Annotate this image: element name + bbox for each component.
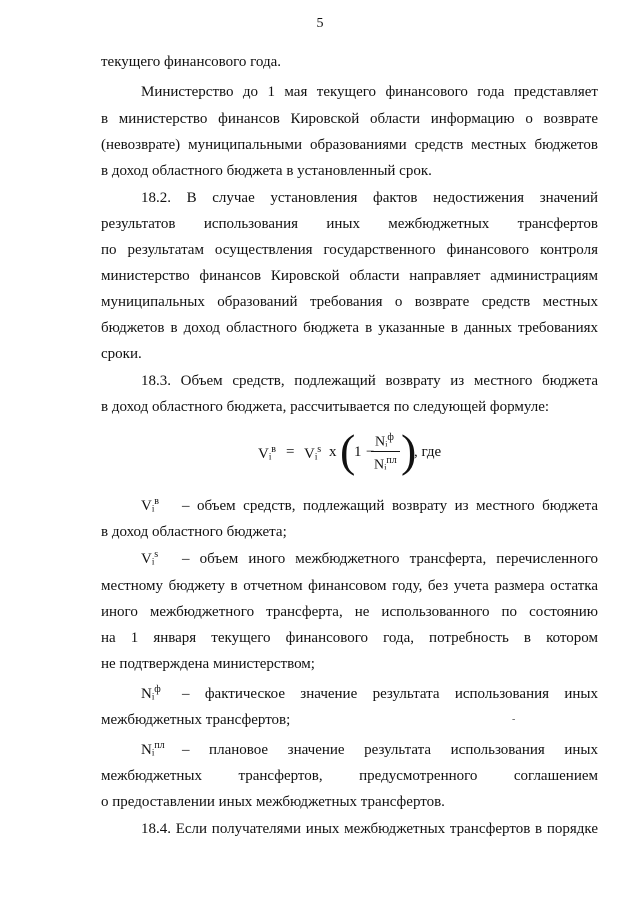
paragraph-line: о предоставлении иных межбюджетных трансфертов.	[101, 794, 445, 810]
paragraph-line: 18.3. Объем средств, подлежащий возврату из местного бюджета	[141, 373, 598, 389]
paragraph-line: текущего финансового года.	[101, 54, 282, 70]
paragraph-line: в доход областного бюджета, рассчитывается по следующей формуле:	[101, 399, 550, 415]
paragraph-line: в доход областного бюджета;	[101, 524, 287, 540]
paragraph-line: Министерство до 1 мая текущего финансового года представляет	[141, 84, 598, 100]
paragraph-line: – плановое значение результата использования иных	[182, 742, 598, 758]
definition-symbol-vb: Vᵢ$^в$	[141, 496, 160, 514]
paragraph-line: бюджетов в доход областного бюджета в указанные в данных требованиях	[101, 320, 598, 336]
paragraph-line: муниципальных образований требования о возврате средств местных	[101, 294, 598, 310]
paragraph-line: 18.2. В случае установления фактов недостижения значений	[141, 190, 598, 206]
paragraph-line: – объем иного межбюджетного трансферта, перечисленного	[182, 551, 598, 567]
paragraph-line: иного межбюджетного трансферта, не использованного по состоянию	[101, 604, 598, 620]
definition-symbol-vs: Vᵢ$^s$	[141, 549, 159, 567]
paragraph-line: 18.4. Если получателями иных межбюджетных трансфертов в порядке	[141, 821, 598, 837]
formula-v-s: Vᵢ$^s$	[304, 444, 322, 462]
paragraph-line: в министерство финансов Кировской области информацию о возврате	[101, 111, 598, 127]
paragraph-line: – объем средств, подлежащий возврату из местного бюджета	[182, 498, 598, 514]
formula-times: x	[329, 444, 337, 460]
formula-numerator: Nᵢ$^ф$	[375, 432, 394, 450]
paragraph-line: по результатам осуществления государственного финансового контроля	[101, 242, 598, 258]
paragraph-line: в доход областного бюджета в установленный срок.	[101, 163, 432, 179]
formula-right-paren: )	[401, 425, 417, 476]
formula-minus: −	[366, 444, 375, 460]
paragraph-line: сроки.	[101, 346, 142, 362]
definition-symbol-nf: Nᵢ$^ф$	[141, 684, 161, 702]
paragraph-line: (невозврате) муниципальными образованиями средств местных бюджетов	[101, 137, 598, 153]
paragraph-line: – фактическое значение результата использования иных	[182, 686, 598, 702]
paragraph-line: результатов использования иных межбюджетных трансфертов	[101, 216, 598, 232]
definition-symbol-npl: Nᵢ$^{пл}$	[141, 740, 165, 758]
formula-v-b: Vᵢ$^в$	[258, 444, 277, 462]
paragraph-line: не подтверждена министерством;	[101, 656, 315, 672]
paragraph-line: на 1 января текущего финансового года, потребность в котором	[101, 630, 598, 646]
fraction-bar	[371, 451, 400, 452]
formula-tail: , где	[414, 444, 442, 460]
refund-formula	[258, 425, 458, 482]
formula-equals: =	[286, 444, 295, 460]
formula-one: 1	[354, 444, 362, 460]
page-number: 5	[316, 16, 324, 31]
paragraph-line: межбюджетных трансфертов;	[101, 712, 291, 728]
paragraph-line: местному бюджету в отчетном финансовом году, без учета размера остатка	[101, 578, 598, 594]
formula-left-paren: (	[340, 425, 356, 476]
paragraph-line: министерство финансов Кировской области направляет администрациям	[101, 268, 598, 284]
formula-denominator: Nᵢ$^{пл}$	[374, 455, 397, 473]
paragraph-line: межбюджетных трансфертов, предусмотренного соглашением	[101, 768, 598, 784]
scan-mark: -	[512, 714, 516, 725]
